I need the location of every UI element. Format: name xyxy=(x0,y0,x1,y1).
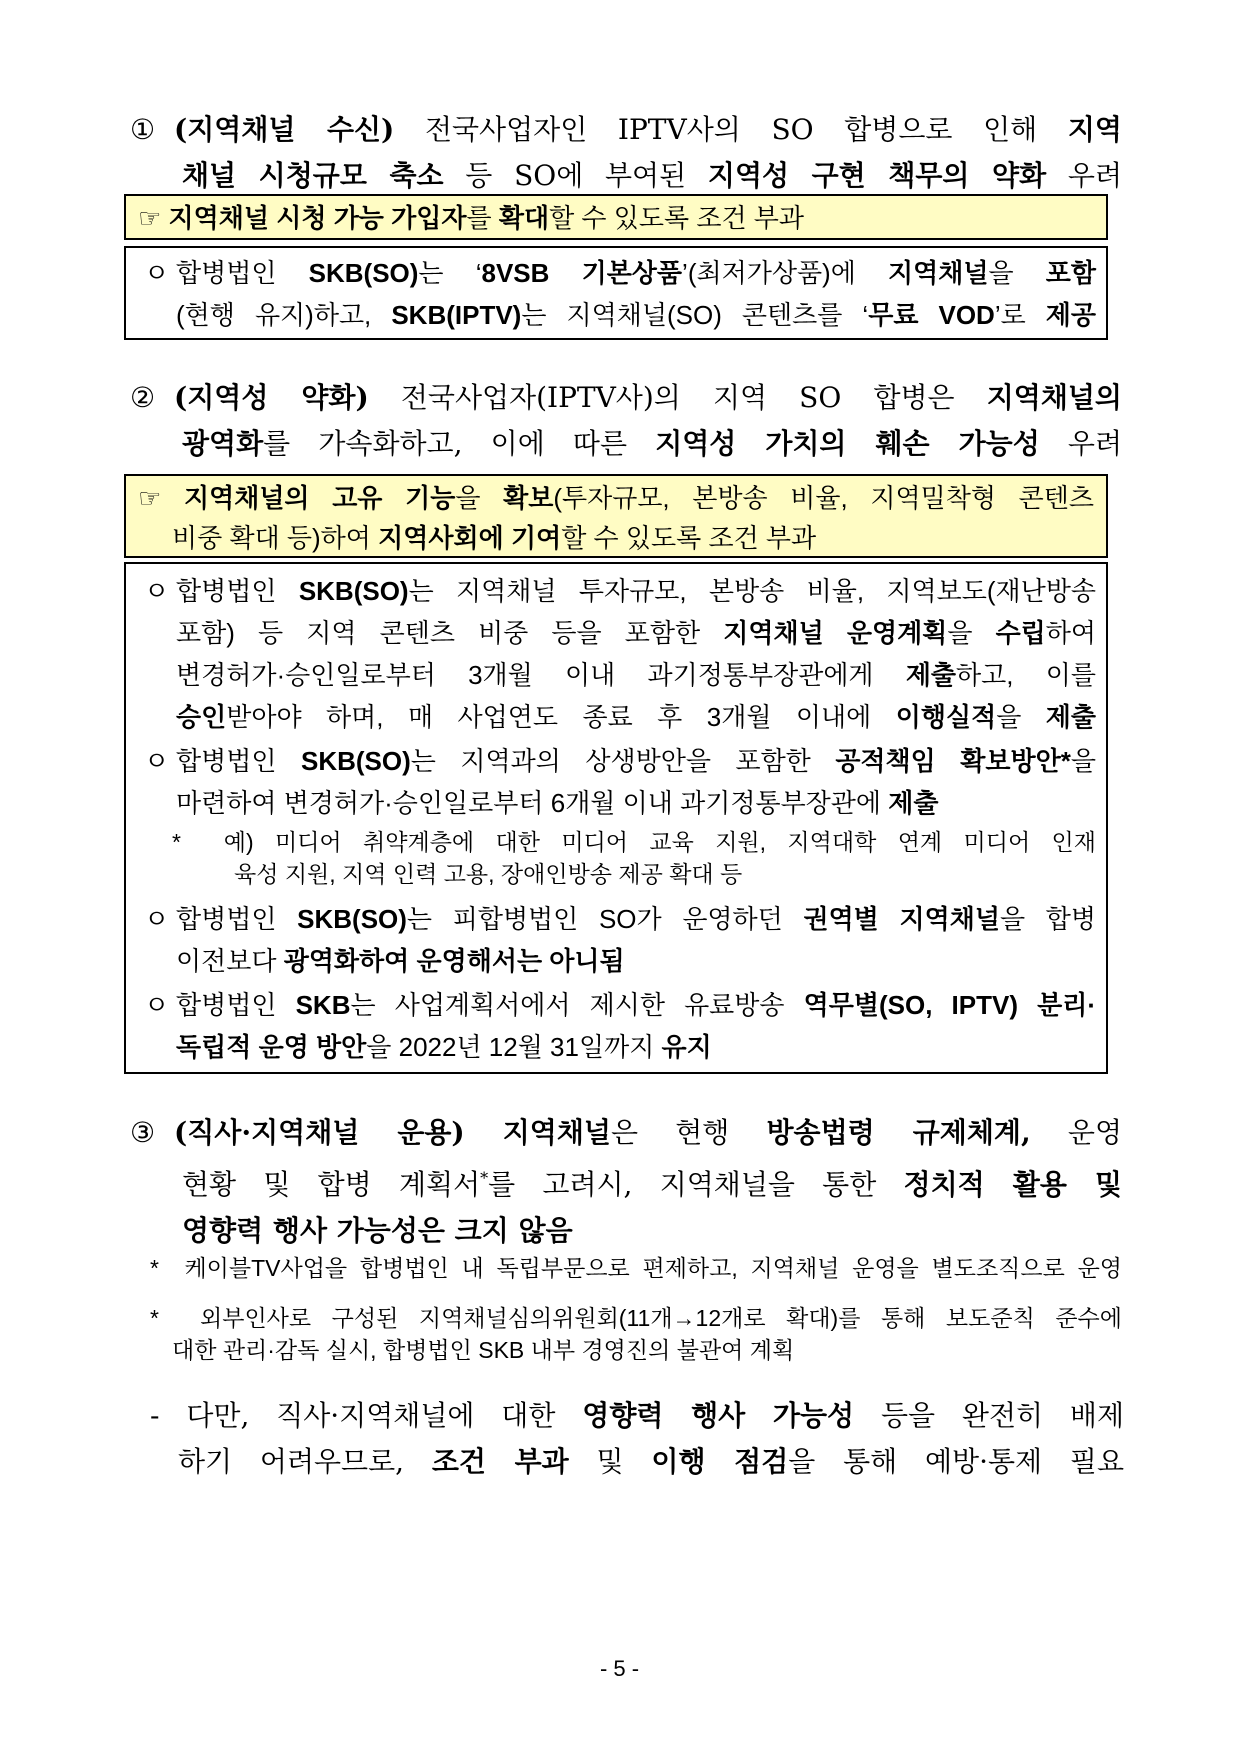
issue-1 xyxy=(130,107,1122,199)
bold-text: 이행 점검 xyxy=(651,1445,789,1478)
text: 운영 xyxy=(1030,1116,1122,1149)
text: 는 피합병법인 SO가 운영하던 xyxy=(406,904,804,934)
bold-text: (직사·지역채널 운용) 지역채널 xyxy=(174,1116,611,1149)
highlight-1-line-1 xyxy=(138,198,1094,238)
text-line xyxy=(186,1399,1124,1432)
text: 는 지역과의 상생방안을 포함한 xyxy=(410,746,836,776)
bold-text: 이행실적 xyxy=(895,702,997,732)
conditions-box-2 xyxy=(124,562,1108,1074)
pointing-hand-icon: ☞ xyxy=(138,203,162,233)
text-line xyxy=(176,746,1096,776)
text-line xyxy=(176,702,1096,732)
conditions-box-1 xyxy=(124,246,1108,340)
condition-line xyxy=(176,654,1096,696)
condition-line xyxy=(176,612,1096,654)
text: 할 수 있도록 조건 부과 xyxy=(549,203,805,233)
note-line xyxy=(150,1302,1122,1334)
footnote-line xyxy=(172,858,1096,890)
text-line xyxy=(174,1116,1122,1149)
text: 는 사업계획서에서 제시한 유료방송 xyxy=(350,990,804,1020)
bold-text: (지역채널 수신) xyxy=(174,113,395,146)
text: 하여 xyxy=(1045,618,1097,648)
note-line xyxy=(150,1252,1122,1284)
bold-text: 무료 VOD xyxy=(868,300,995,330)
footnote-mark: * xyxy=(480,1169,489,1188)
issue-2 xyxy=(130,375,1122,467)
dash-marker: - xyxy=(150,1399,160,1432)
bold-text: 지역채널 운영계획 xyxy=(723,618,948,648)
condition-line xyxy=(176,782,1096,824)
text: 는 지역채널 투자규모, 본방송 비율, 지역보도(재난방송 xyxy=(408,576,1096,606)
text: 합병법인 xyxy=(176,258,309,288)
dash-line-1 xyxy=(150,1393,1124,1439)
bold-text: 확대 xyxy=(498,203,550,233)
bold-text: (지역성 약화) xyxy=(174,381,369,414)
text: 은 현행 xyxy=(610,1116,767,1149)
bold-text: 제출 xyxy=(1045,702,1097,732)
text: 받아야 하며, 매 사업연도 종료 후 3개월 이내에 xyxy=(226,702,896,732)
issue-3-line-1 xyxy=(130,1110,1122,1156)
text: 등을 완전히 배제 xyxy=(854,1399,1125,1432)
text: 등 SO에 부여된 xyxy=(443,159,708,192)
note-text: 케이블TV사업을 합병법인 내 독립부문으로 편제하고, 지역채널 운영을 별도조직으로 운영 xyxy=(184,1255,1122,1281)
text: 포함) 등 지역 콘텐츠 비중 등을 포함한 xyxy=(176,618,724,648)
bold-text: 역무별(SO, IPTV) 분리· xyxy=(803,990,1096,1020)
bold-text: 확보 xyxy=(503,483,554,513)
bold-text: 유지 xyxy=(661,1032,712,1062)
text-line xyxy=(174,113,1122,146)
condition-line xyxy=(176,294,1096,336)
text: ’(최저가상품)에 xyxy=(682,258,889,288)
issue-3-line-3 xyxy=(130,1208,1122,1254)
issue-2-line-2 xyxy=(130,421,1122,467)
condition-line xyxy=(176,1026,1096,1068)
highlight-2-line-2 xyxy=(138,518,1094,558)
highlight-2-line-1 xyxy=(138,478,1094,518)
text: 을 xyxy=(996,702,1046,732)
text: 는 ‘ xyxy=(418,258,482,288)
text-line xyxy=(176,990,1096,1020)
text-line xyxy=(176,618,1096,648)
bold-text: 지역 xyxy=(1067,113,1122,146)
bold-text: 정치적 활용 및 xyxy=(903,1168,1123,1202)
text: 을 2022년 12월 31일까지 xyxy=(366,1032,662,1062)
footnote-line xyxy=(172,826,1096,858)
bold-text: 지역성 구현 책무의 약화 xyxy=(707,159,1047,192)
text: 마련하여 변경허가·승인일로부터 6개월 이내 과기정통부장관에 xyxy=(176,788,889,818)
text: 할 수 있도록 조건 부과 xyxy=(561,523,817,553)
note-line xyxy=(150,1334,1122,1366)
footnote-text: 육성 지원, 지역 인력 고용, 장애인방송 제공 확대 등 xyxy=(234,861,743,887)
text: ’로 xyxy=(994,300,1046,330)
text: 합병법인 xyxy=(176,990,296,1020)
bold-text: 공적책임 확보방안* xyxy=(835,746,1071,776)
text-line xyxy=(176,300,1096,330)
text: 는 지역채널(SO) 콘텐츠를 ‘ xyxy=(521,300,869,330)
text: 및 xyxy=(568,1445,652,1478)
bold-text: 지역사회에 기여 xyxy=(378,523,562,553)
bold-text: SKB(SO) xyxy=(308,258,419,288)
bullet-circle: ㅇ xyxy=(144,746,170,776)
text: (현행 유지)하고, xyxy=(176,300,392,330)
bold-text: 제출 xyxy=(905,660,957,690)
issue-number: ③ xyxy=(130,1116,156,1149)
bold-text: 영향력 행사 가능성 xyxy=(582,1399,855,1432)
page-number: - 5 - xyxy=(599,1656,640,1681)
highlight-box-2 xyxy=(124,474,1108,558)
issue-1-line-2 xyxy=(130,153,1122,199)
bold-text: SKB(IPTV) xyxy=(391,300,522,330)
condition-line xyxy=(176,984,1096,1026)
text-line xyxy=(169,203,804,233)
condition-line xyxy=(176,898,1096,940)
pointing-hand-icon: ☞ xyxy=(138,483,162,513)
bold-text: 광역화하여 운영해서는 아니됨 xyxy=(283,946,625,976)
text: 하기 어려우므로, xyxy=(178,1445,432,1478)
text: 을 xyxy=(988,258,1046,288)
text-line xyxy=(182,427,1122,460)
bold-text: 제공 xyxy=(1045,300,1097,330)
bold-text: 지역채널 시청 가능 가입자 xyxy=(168,203,467,233)
text: 다만, 직사·지역채널에 대한 xyxy=(186,1399,583,1432)
text-line xyxy=(176,576,1096,606)
bold-text: 수립 xyxy=(995,618,1046,648)
note-text: 대한 관리·감독 실시, 합병법인 SKB 내부 경영진의 불관여 계획 xyxy=(172,1337,795,1363)
text-line xyxy=(176,1032,712,1062)
bullet-circle: ㅇ xyxy=(144,576,170,606)
text-line xyxy=(182,1214,573,1247)
note-1 xyxy=(150,1252,1122,1284)
bold-text: 지역채널의 xyxy=(986,381,1122,414)
bullet-circle: ㅇ xyxy=(144,258,170,288)
text: 현황 및 합병 계획서 xyxy=(182,1168,481,1202)
bold-text: 승인 xyxy=(176,702,227,732)
bold-text: SKB(SO) xyxy=(298,576,409,606)
text: 를 xyxy=(466,203,499,233)
text-line xyxy=(176,904,1096,934)
text: 비중 확대 등)하여 xyxy=(172,523,379,553)
text-line xyxy=(172,523,816,553)
condition-line xyxy=(176,740,1096,782)
dash-line-2 xyxy=(150,1439,1124,1485)
bold-text: SKB xyxy=(295,990,351,1020)
bold-text: 8VSB 기본상품 xyxy=(481,258,683,288)
bold-text: 독립적 운영 방안 xyxy=(176,1032,367,1062)
text: 을 xyxy=(947,618,996,648)
text: 합병법인 xyxy=(176,904,298,934)
text-line xyxy=(176,660,1096,690)
condition-line xyxy=(176,570,1096,612)
condition-line xyxy=(176,696,1096,738)
issue-number: ① xyxy=(130,113,156,146)
text-line xyxy=(176,946,625,976)
bold-text: 채널 시청규모 축소 xyxy=(182,159,444,192)
text: 을 xyxy=(455,483,504,513)
asterisk: * xyxy=(150,1305,159,1331)
text-line xyxy=(176,258,1096,288)
bold-text: 광역화 xyxy=(182,427,264,460)
asterisk: * xyxy=(172,829,181,855)
bold-text: 지역성 가치의 훼손 가능성 xyxy=(655,427,1040,460)
text: 전국사업자인 IPTV사의 SO 합병으로 인해 xyxy=(394,113,1068,146)
condition-line xyxy=(176,252,1096,294)
bold-text: 지역채널의 고유 기능 xyxy=(183,483,456,513)
highlight-box-1 xyxy=(124,194,1108,240)
issue-3-line-2 xyxy=(130,1156,1122,1208)
text: 을 합병 xyxy=(999,904,1096,934)
bold-text: SKB(SO) xyxy=(300,746,411,776)
bold-text: 제출 xyxy=(888,788,939,818)
text-line xyxy=(176,788,939,818)
bullet-circle: ㅇ xyxy=(144,990,170,1020)
text: 합병법인 xyxy=(176,576,299,606)
bold-text: 지역채널 xyxy=(888,258,989,288)
text: 이전보다 xyxy=(176,946,284,976)
text: 를 가속화하고, 이에 따른 xyxy=(263,427,656,460)
issue-number: ② xyxy=(130,381,156,414)
text: 변경허가·승인일로부터 3개월 이내 과기정통부장관에게 xyxy=(176,660,906,690)
text: (투자규모, 본방송 비율, 지역밀착형 콘텐츠 xyxy=(553,483,1094,513)
bold-text: 방송법령 규제체계, xyxy=(766,1116,1031,1149)
note-2 xyxy=(150,1302,1122,1366)
asterisk: * xyxy=(150,1255,159,1281)
text-line xyxy=(178,1445,1124,1478)
text-line xyxy=(174,381,1122,414)
text-line xyxy=(184,483,1094,513)
bold-text: SKB(SO) xyxy=(297,904,407,934)
text: 하고, 이를 xyxy=(956,660,1096,690)
text: 을 통해 예방·통제 필요 xyxy=(788,1445,1124,1478)
text: 전국사업자(IPTV사)의 지역 SO 합병은 xyxy=(368,381,987,414)
issue-2-line-1 xyxy=(130,375,1122,421)
bullet-circle: ㅇ xyxy=(144,904,170,934)
footnote-example xyxy=(172,826,1096,890)
issue-1-line-1 xyxy=(130,107,1122,153)
condition-line xyxy=(176,940,1096,982)
issue-3 xyxy=(130,1110,1122,1254)
dash-item xyxy=(150,1393,1124,1485)
bold-text: 영향력 행사 가능성은 크지 않음 xyxy=(182,1214,573,1248)
text: 합병법인 xyxy=(176,746,301,776)
text-line xyxy=(182,1168,1122,1201)
bold-text: 포함 xyxy=(1045,258,1097,288)
text-line xyxy=(182,159,1122,192)
footnote-text: 예) 미디어 취약계층에 대한 미디어 교육 지원, 지역대학 연계 미디어 인재 xyxy=(223,829,1096,855)
bold-text: 권역별 지역채널 xyxy=(803,904,1000,934)
text: 를 고려시, 지역채널을 통한 xyxy=(488,1168,904,1202)
bold-text: 조건 부과 xyxy=(431,1445,569,1478)
text: 우려 xyxy=(1046,159,1122,192)
text: 을 xyxy=(1070,746,1096,776)
text: 우려 xyxy=(1039,427,1123,460)
note-text: 외부인사로 구성된 지역채널심의위원회(11개→12개로 확대)를 통해 보도준칙 준수에 xyxy=(200,1305,1122,1331)
